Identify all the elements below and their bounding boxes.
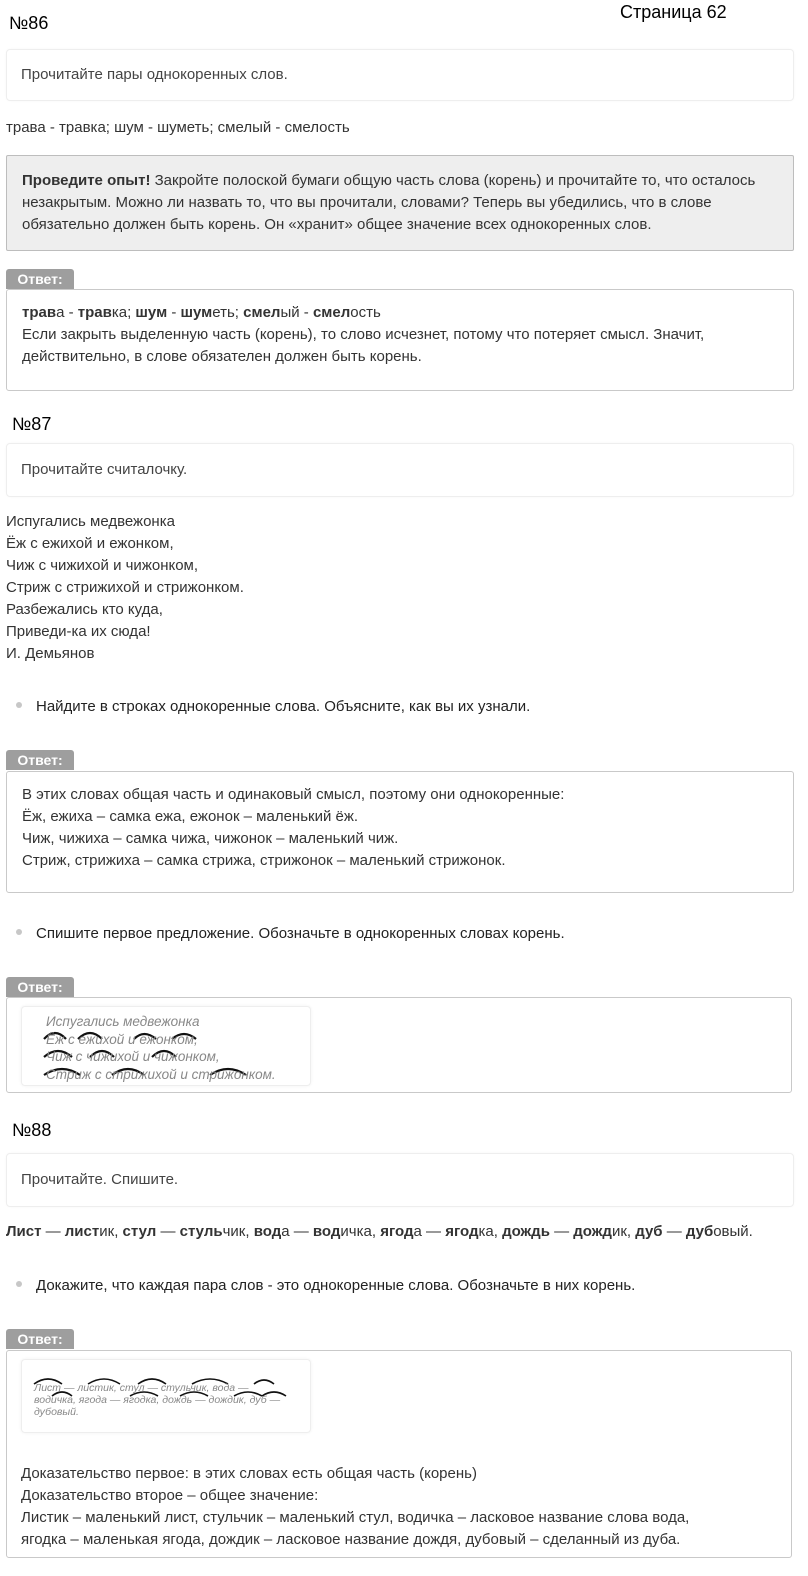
word-rest: - xyxy=(167,304,181,321)
answer-line: Ёж, ежиха – самка ежа, ежонок – маленький ёж. xyxy=(22,808,359,825)
handwritten-line: Лист — листик, стул — стульчик, вода — xyxy=(34,1382,249,1394)
word-pairs-88 xyxy=(6,1221,753,1243)
word-rest: ; xyxy=(234,304,244,321)
answer-line: Чиж, чижиха – самка чижа, чижонок – маленький чиж. xyxy=(22,830,399,847)
task-prompt-88 xyxy=(6,1153,794,1207)
word-rest: — xyxy=(662,1223,686,1240)
word-rest: , xyxy=(245,1223,254,1240)
word-rest: — xyxy=(289,1223,313,1240)
answer-words xyxy=(22,302,778,324)
task-prompt-text: Прочитайте пары однокоренных слов. xyxy=(21,66,288,83)
poem-line: Разбежались кто куда, xyxy=(6,601,163,618)
word-rest: а xyxy=(56,304,65,321)
word-root: ягод xyxy=(380,1223,414,1240)
answer-tab: Ответ: xyxy=(6,977,74,997)
answer-box-86 xyxy=(6,289,794,391)
word-root: дуб xyxy=(635,1223,663,1240)
handwritten-text xyxy=(46,1013,276,1083)
word-rest: , xyxy=(493,1223,503,1240)
answer-tab: Ответ: xyxy=(6,750,74,770)
word-root: трав xyxy=(77,304,112,321)
task-number-87: №87 xyxy=(12,414,52,434)
poem-line: Ёж с ежихой и ежонком, xyxy=(6,535,174,552)
answer-box-88 xyxy=(6,1350,792,1558)
answer-box-87b xyxy=(6,997,792,1093)
word-pairs: трава - травка; шум - шуметь; смелый - смелость xyxy=(6,119,350,136)
answer-tab: Ответ: xyxy=(6,1329,74,1349)
poem-author: И. Демьянов xyxy=(6,645,95,662)
word-root: смел xyxy=(243,304,281,321)
word-rest: ик xyxy=(611,1223,627,1240)
word-rest: — xyxy=(549,1223,574,1240)
word-root: стуль xyxy=(179,1223,223,1240)
proof-line: Доказательство первое: в этих словах есть общая часть (корень) xyxy=(21,1465,477,1482)
word-root: вод xyxy=(312,1223,341,1240)
handwritten-line: дубовый. xyxy=(34,1406,79,1418)
proof-line: Листик – маленький лист, стульчик – маленький стул, водичка – ласковое название слова вода, xyxy=(21,1509,690,1526)
word-root: ягод xyxy=(445,1223,479,1240)
word-rest: — xyxy=(421,1223,446,1240)
word-rest: - xyxy=(299,304,313,321)
bullet-item xyxy=(16,1277,635,1294)
bullet-dot-icon xyxy=(16,929,22,935)
word-root: дуб xyxy=(685,1223,714,1240)
word-rest: чик xyxy=(222,1223,246,1240)
answer-tab: Ответ: xyxy=(6,269,74,289)
handwritten-image xyxy=(21,1359,311,1433)
answer-line: В этих словах общая часть и одинаковый смысл, поэтому они однокоренные: xyxy=(22,786,565,803)
bullet-dot-icon xyxy=(16,702,22,708)
task-prompt-text: Прочитайте считалочку. xyxy=(21,461,188,478)
proof-line: ягодка – маленькая ягода, дождик – ласковое название дождя, дубовый – сделанный из дуба. xyxy=(21,1531,681,1548)
experiment-bold: Проведите опыт! xyxy=(22,172,151,189)
bullet-text: Найдите в строках однокоренные слова. Объясните, как вы их узнали. xyxy=(36,698,531,715)
handwritten-line: водичка, ягода — ягодка, дождь — дождик, дуб — xyxy=(34,1394,281,1406)
word-rest: ик xyxy=(99,1223,115,1240)
word-root: лист xyxy=(64,1223,100,1240)
proof-text xyxy=(21,1463,777,1551)
task-prompt-87 xyxy=(6,443,794,497)
word-rest: , xyxy=(114,1223,123,1240)
word-rest: , xyxy=(626,1223,636,1240)
poem-line: Приведи-ка их сюда! xyxy=(6,623,151,640)
poem-line: Испугались медвежонка xyxy=(6,513,175,530)
word-root: смел xyxy=(312,304,351,321)
word-root: дожд xyxy=(573,1223,612,1240)
word-root: стул xyxy=(122,1223,157,1240)
experiment-note xyxy=(6,155,794,251)
word-rest: ; xyxy=(127,304,136,321)
bullet-item xyxy=(16,698,530,715)
bullet-item xyxy=(16,925,565,942)
word-rest: ый xyxy=(280,304,300,321)
bullet-text: Докажите, что каждая пара слов - это однокоренные слова. Обозначьте в них корень. xyxy=(36,1277,636,1294)
word-rest: — xyxy=(41,1223,65,1240)
word-rest: ка xyxy=(478,1223,494,1240)
handwritten-line: Ёж с ежихой и ежонком, xyxy=(46,1031,198,1047)
word-rest: а xyxy=(281,1223,290,1240)
word-rest: еть xyxy=(212,304,235,321)
task-prompt-text: Прочитайте. Спишите. xyxy=(21,1171,179,1188)
word-rest: овый. xyxy=(713,1223,753,1240)
word-rest: ость xyxy=(350,304,381,321)
poem xyxy=(6,511,244,665)
poem-line: Чиж с чижихой и чижонком, xyxy=(6,557,199,574)
experiment-text: Закройте полоской бумаги общую часть слова (корень) и прочитайте то, что осталось незакрытым. Можно ли назвать то, что вы прочитали, словами? Теперь вы убедились, что в слове обязательно должен быть корень. Он «хранит» общее значение всех однокоренных слов. xyxy=(22,172,756,233)
handwritten-image xyxy=(21,1006,311,1086)
word-root: шум xyxy=(180,304,213,321)
handwritten-text xyxy=(34,1382,280,1418)
word-rest: ка xyxy=(111,304,128,321)
word-root: Лист xyxy=(6,1223,42,1240)
task-number-86: №86 xyxy=(9,13,49,33)
word-rest: - xyxy=(64,304,78,321)
bullet-dot-icon xyxy=(16,1281,22,1287)
word-root: шум xyxy=(135,304,168,321)
word-rest: ичка xyxy=(340,1223,372,1240)
word-rest: , xyxy=(371,1223,381,1240)
task-prompt-86 xyxy=(6,49,794,101)
handwritten-line: Испугались медвежонка xyxy=(46,1014,200,1029)
proof-line: Доказательство второе – общее значение: xyxy=(21,1487,319,1504)
word-root: трав xyxy=(22,304,57,321)
handwritten-line: Стриж с стрижихой и стрижонком. xyxy=(46,1066,276,1082)
answer-line: Стриж, стрижиха – самка стрижа, стрижонок – маленький стрижонок. xyxy=(22,852,506,869)
word-rest: а xyxy=(413,1223,422,1240)
handwritten-line: Чиж с чижихой и чижонком, xyxy=(46,1049,220,1064)
word-root: дождь xyxy=(502,1223,550,1240)
task-number-88: №88 xyxy=(12,1120,52,1140)
bullet-text: Спишите первое предложение. Обозначьте в однокоренных словах корень. xyxy=(36,925,565,942)
answer-text: Если закрыть выделенную часть (корень), то слово исчезнет, потому что потеряет смысл. Значит, действительно, в слове обязателен должен быть корень. xyxy=(22,326,705,365)
answer-box-87a xyxy=(6,771,794,893)
poem-line: Стриж с стрижихой и стрижонком. xyxy=(6,579,244,596)
page-number: Страница 62 xyxy=(620,2,727,22)
word-rest: — xyxy=(156,1223,180,1240)
word-root: вод xyxy=(253,1223,282,1240)
